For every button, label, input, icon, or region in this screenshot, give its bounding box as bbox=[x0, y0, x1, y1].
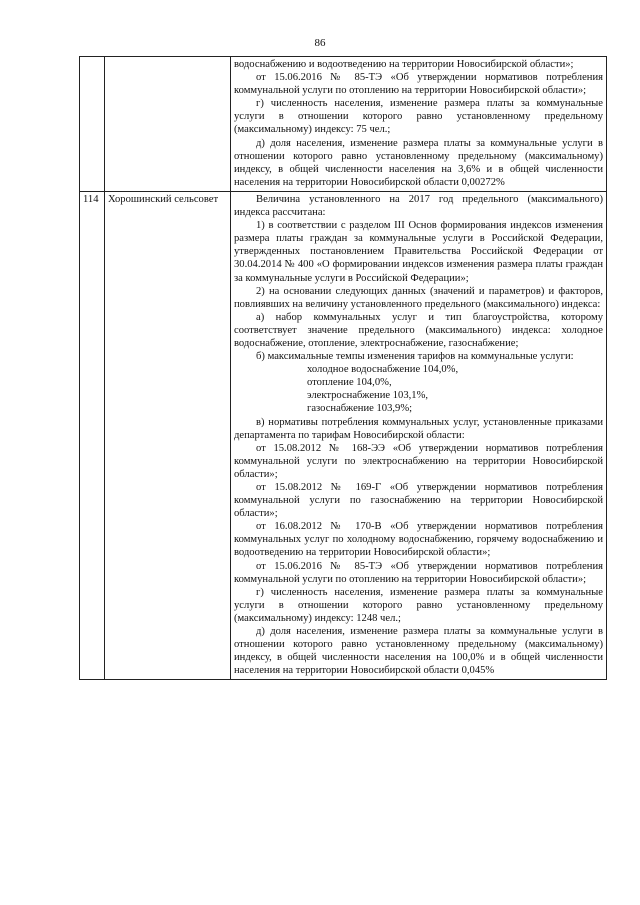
tariff-line: холодное водоснабжение 104,0%, bbox=[307, 364, 459, 376]
municipality-cell bbox=[105, 57, 231, 192]
tariff-line: электроснабжение 103,1%, bbox=[307, 390, 429, 402]
paragraph: от 15.08.2012 № 168-ЭЭ «Об утверждении нормативов потребления коммунальной услуги по электроснабжению на территории Новосибирской области»; bbox=[234, 442, 603, 480]
table-row bbox=[80, 191, 607, 679]
paragraph: Величина установленного на 2017 год предельного (максимального) индекса рассчитана: bbox=[234, 193, 603, 219]
paragraph: от 15.08.2012 № 169-Г «Об утверждении нормативов потребления коммунальной услуги по газоснабжению на территории Новосибирской области»; bbox=[234, 482, 603, 520]
paragraph: а) набор коммунальных услуг и тип благоустройства, которому соответствует значение предельного (максимального) индекса: холодное водоснабжение, отопление, электроснабжение, газоснабжение; bbox=[234, 311, 603, 349]
table-row bbox=[80, 57, 607, 192]
paragraph: д) доля населения, изменение размера платы за коммунальные услуги в отношении которого равно установленному предельному (максимальному) индексу, в общей численности населения на 100,0% и в общей численности населения на территории Новосибирской области 0,045% bbox=[234, 626, 603, 677]
paragraph: д) доля населения, изменение размера платы за коммунальные услуги в отношении которого равно установленному предельному (максимальному) индексу, в общей численности населения на 3,6% и в общей численности населения на территории Новосибирской области 0,00272% bbox=[234, 137, 603, 188]
paragraph: г) численность населения, изменение размера платы за коммунальные услуги в отношении которого равно установленному предельному (максимальному) индексу: 75 чел.; bbox=[234, 98, 603, 136]
paragraph: г) численность населения, изменение размера платы за коммунальные услуги в отношении которого равно установленному предельному (максимальному) индексу: 1248 чел.; bbox=[234, 586, 603, 624]
paragraph: от 15.06.2016 № 85-ТЭ «Об утверждении нормативов потребления коммунальной услуги по отоплению на территории Новосибирской области»; bbox=[234, 72, 603, 97]
document-table bbox=[79, 56, 607, 680]
row-number-cell bbox=[80, 57, 105, 192]
paragraph: водоснабжению и водоотведению на территории Новосибирской области»; bbox=[234, 59, 574, 70]
description-cell bbox=[231, 191, 607, 679]
row-number-cell: 114 bbox=[80, 191, 105, 679]
paragraph: б) максимальные темпы изменения тарифов на коммунальные услуги: bbox=[256, 351, 574, 363]
paragraph: 1) в соответствии с разделом III Основ формирования индексов изменения размера платы граждан за коммунальные услуги в Российской Федерации, утвержденных постановлением Правительства Российской Федерации от 30.04.2014 № 400 «О формировании индексов изменения размера платы граждан за коммунальные услуги в Российской Федерации»; bbox=[234, 220, 603, 284]
paragraph: 2) на основании следующих данных (значений и параметров) и факторов, повлиявших на величину установленного предельного (максимального) индекса: bbox=[234, 285, 603, 310]
paragraph: от 15.06.2016 № 85-ТЭ «Об утверждении нормативов потребления коммунальной услуги по отоплению на территории Новосибирской области»; bbox=[234, 560, 603, 585]
paragraph: в) нормативы потребления коммунальных услуг, установленные приказами департамента по тарифам Новосибирской области: bbox=[234, 416, 603, 441]
description-cell bbox=[231, 57, 607, 192]
page-number: 86 bbox=[314, 37, 326, 49]
tariff-line: отопление 104,0%, bbox=[307, 377, 392, 389]
paragraph: от 16.08.2012 № 170-В «Об утверждении нормативов потребления коммунальных услуг по холодному водоснабжению, горячему водоснабжению и водоотведению на территории Новосибирской области»; bbox=[234, 521, 603, 559]
municipality-cell: Хорошинский сельсовет bbox=[105, 191, 231, 679]
tariff-line: газоснабжение 103,9%; bbox=[307, 403, 413, 415]
